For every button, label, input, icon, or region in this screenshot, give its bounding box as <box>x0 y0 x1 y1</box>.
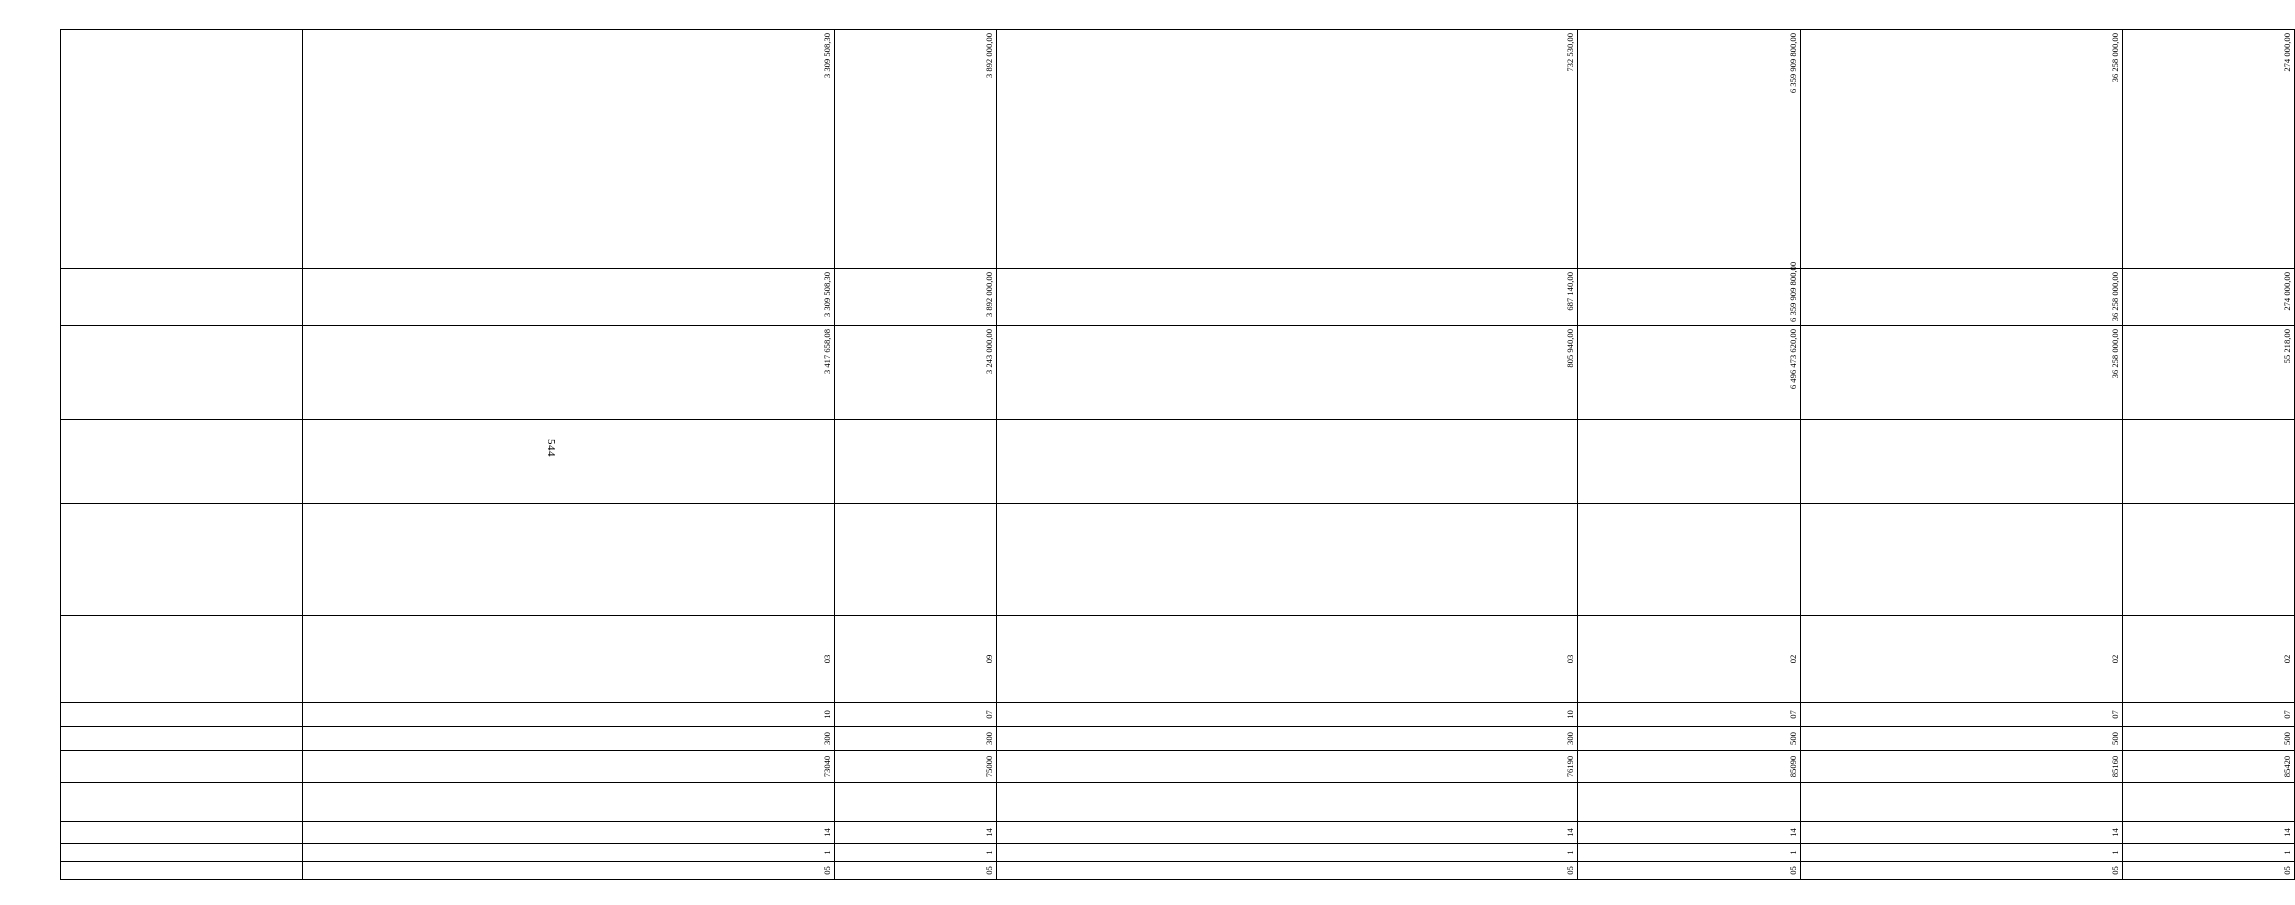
empty-cell <box>2122 783 2294 822</box>
subprogram-code-cell: 14 <box>1578 822 1800 844</box>
table-row <box>303 30 834 880</box>
section-code-cell <box>61 703 303 727</box>
expense-type-cell: 500 <box>1800 727 2122 751</box>
expense-type-cell: 500 <box>1578 727 1800 751</box>
subprogram-code-cell: 14 <box>834 822 997 844</box>
article-code-cell: 73040 <box>303 751 834 783</box>
program-code-cell: 1 <box>2122 844 2294 862</box>
article-code-cell <box>61 751 303 783</box>
amount-current-cell <box>61 326 303 420</box>
table-row <box>1800 30 2122 880</box>
expense-type-cell: 300 <box>834 727 997 751</box>
expense-type-cell: 300 <box>303 727 834 751</box>
empty-cell <box>61 783 303 822</box>
empty-cell <box>1800 420 2122 504</box>
subsection-code-cell: 02 <box>1578 616 1800 703</box>
amount-plan-2-cell: 36 258 000,00 <box>1800 30 2122 269</box>
program-code-cell: 1 <box>997 844 1578 862</box>
amount-plan-2-cell <box>61 30 303 269</box>
empty-cell <box>1578 504 1800 616</box>
empty-cell <box>303 783 834 822</box>
empty-cell <box>303 420 834 504</box>
empty-cell <box>61 504 303 616</box>
amount-plan-1-cell: 3 892 000,00 <box>834 269 997 326</box>
program-code-cell: 1 <box>834 844 997 862</box>
subsection-code-cell: 02 <box>1800 616 2122 703</box>
section-code-cell: 10 <box>997 703 1578 727</box>
subprogram-code-cell: 14 <box>2122 822 2294 844</box>
amount-plan-1-cell: 36 258 000,00 <box>1800 269 2122 326</box>
amount-plan-2-cell: 6 359 909 800,00 <box>1578 30 1800 269</box>
expense-type-cell: 500 <box>2122 727 2294 751</box>
grbs-code-cell: 05 <box>2122 862 2294 880</box>
empty-cell <box>997 420 1578 504</box>
section-code-cell: 07 <box>834 703 997 727</box>
amount-current-cell: 55 218,00 <box>2122 326 2294 420</box>
subsection-code-cell: 02 <box>2122 616 2294 703</box>
section-code-cell: 07 <box>2122 703 2294 727</box>
amount-plan-2-cell: 3 892 000,00 <box>834 30 997 269</box>
expense-type-cell <box>61 727 303 751</box>
empty-cell <box>997 504 1578 616</box>
empty-cell <box>834 420 997 504</box>
program-code-cell <box>61 844 303 862</box>
empty-cell <box>1578 783 1800 822</box>
amount-plan-1-cell: 687 140,00 <box>997 269 1578 326</box>
rotated-table-wrapper <box>60 30 2293 880</box>
subsection-code-cell: 03 <box>997 616 1578 703</box>
amount-current-cell: 805 940,00 <box>997 326 1578 420</box>
empty-cell <box>61 420 303 504</box>
empty-cell <box>1800 504 2122 616</box>
grbs-code-cell: 05 <box>1578 862 1800 880</box>
subsection-code-cell: 03 <box>303 616 834 703</box>
amount-current-cell: 6 496 473 620,00 <box>1578 326 1800 420</box>
section-code-cell: 07 <box>1800 703 2122 727</box>
empty-cell <box>997 783 1578 822</box>
empty-cell <box>2122 420 2294 504</box>
table-row <box>1578 30 1800 880</box>
article-code-cell: 85090 <box>1578 751 1800 783</box>
grbs-code-cell <box>61 862 303 880</box>
article-code-cell: 75000 <box>834 751 997 783</box>
grbs-code-cell: 05 <box>1800 862 2122 880</box>
subprogram-code-cell: 14 <box>1800 822 2122 844</box>
expense-type-cell: 300 <box>997 727 1578 751</box>
empty-cell <box>1800 783 2122 822</box>
section-code-cell: 10 <box>303 703 834 727</box>
subprogram-code-cell: 14 <box>997 822 1578 844</box>
table-row <box>61 30 303 880</box>
amount-plan-1-cell <box>61 269 303 326</box>
empty-cell <box>834 783 997 822</box>
amount-plan-1-cell: 3 309 508,30 <box>303 269 834 326</box>
empty-cell <box>303 504 834 616</box>
table-row <box>997 30 1578 880</box>
subprogram-code-cell: 14 <box>303 822 834 844</box>
amount-plan-2-cell: 3 309 508,30 <box>303 30 834 269</box>
table-row <box>2122 30 2294 880</box>
program-code-cell: 1 <box>303 844 834 862</box>
program-code-cell: 1 <box>1800 844 2122 862</box>
article-code-cell: 85420 <box>2122 751 2294 783</box>
table-row <box>834 30 997 880</box>
amount-plan-2-cell: 274 000,00 <box>2122 30 2294 269</box>
budget-table <box>60 29 2295 880</box>
subsection-code-cell <box>61 616 303 703</box>
grbs-code-cell: 05 <box>303 862 834 880</box>
amount-current-cell: 3 243 000,00 <box>834 326 997 420</box>
grbs-code-cell: 05 <box>834 862 997 880</box>
amount-current-cell: 36 258 000,00 <box>1800 326 2122 420</box>
program-code-cell: 1 <box>1578 844 1800 862</box>
empty-cell <box>834 504 997 616</box>
section-code-cell: 07 <box>1578 703 1800 727</box>
article-code-cell: 85160 <box>1800 751 2122 783</box>
amount-current-cell: 3 417 658,08 <box>303 326 834 420</box>
article-code-cell: 76190 <box>997 751 1578 783</box>
grbs-code-cell: 05 <box>997 862 1578 880</box>
page-number: 544 <box>545 439 557 457</box>
empty-cell <box>1578 420 1800 504</box>
amount-plan-1-cell: 6 359 909 800,00 <box>1578 269 1800 326</box>
amount-plan-1-cell: 274 000,00 <box>2122 269 2294 326</box>
empty-cell <box>2122 504 2294 616</box>
amount-plan-2-cell: 732 530,00 <box>997 30 1578 269</box>
subprogram-code-cell <box>61 822 303 844</box>
subsection-code-cell: 09 <box>834 616 997 703</box>
